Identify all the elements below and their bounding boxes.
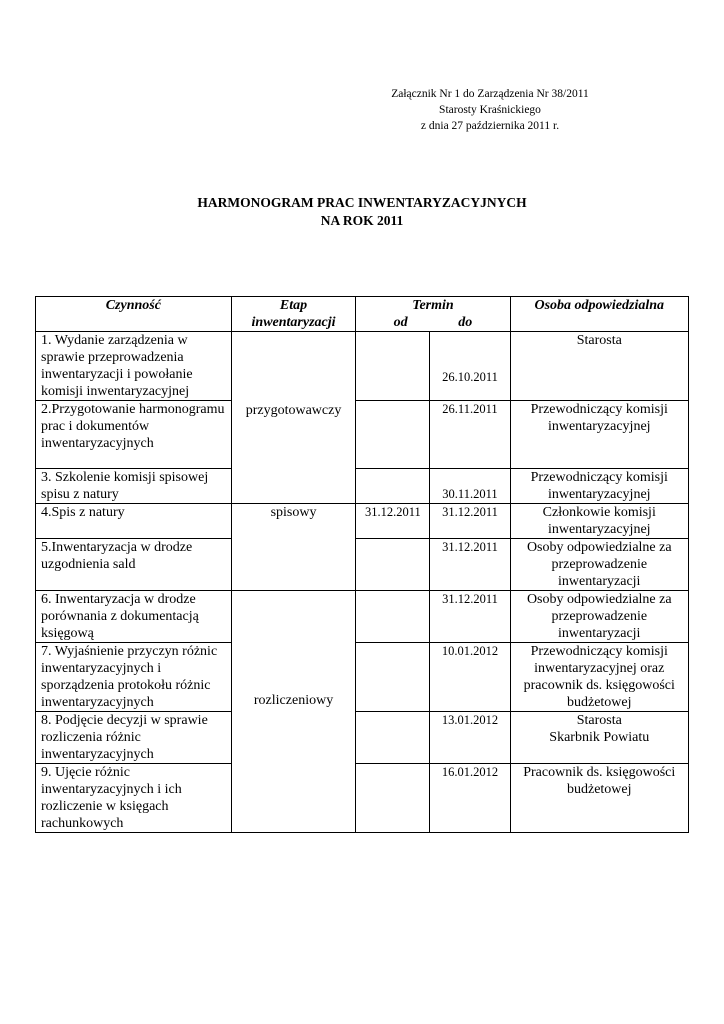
row-person: Przewodniczący komisji inwentaryzacyjnej oraz pracownik ds. księgowości budżetowej bbox=[510, 643, 688, 712]
table-row bbox=[36, 469, 689, 504]
header-term-from: od bbox=[393, 315, 408, 330]
stage-prep: przygotowawczy bbox=[231, 332, 356, 504]
row-date-from bbox=[356, 764, 430, 833]
row-date-from bbox=[356, 332, 430, 401]
row-date-from bbox=[356, 643, 430, 712]
header-row bbox=[36, 297, 689, 332]
annex-line-2: Starosty Kraśnickiego bbox=[439, 104, 541, 116]
row-person: Starosta Skarbnik Powiatu bbox=[510, 712, 688, 764]
row-date-to: 10.01.2012 bbox=[430, 643, 510, 712]
row-activity: 7. Wyjaśnienie przyczyn różnic inwentaryzacyjnych i sporządzenia protokołu różnic inwentaryzacyjnych bbox=[36, 643, 232, 712]
table-row bbox=[36, 332, 689, 401]
row-person: Osoby odpowiedzialne za przeprowadzenie inwentaryzacji bbox=[510, 539, 688, 591]
header-activity: Czynność bbox=[36, 297, 232, 332]
stage-count: spisowy bbox=[231, 504, 356, 591]
row-date-to: 31.12.2011 bbox=[430, 504, 510, 539]
title-line-1: HARMONOGRAM PRAC INWENTARYZACYJNYCH bbox=[197, 195, 527, 210]
row-activity: 9. Ujęcie różnic inwentaryzacyjnych i ich rozliczenie w księgach rachunkowych bbox=[36, 764, 232, 833]
row-person: Członkowie komisji inwentaryzacyjnej bbox=[510, 504, 688, 539]
row-activity: 2.Przygotowanie harmonogramu prac i dokumentów inwentaryzacyjnych bbox=[36, 401, 232, 469]
row-date-from bbox=[356, 469, 430, 504]
table-row bbox=[36, 401, 689, 469]
row-activity: 1. Wydanie zarządzenia w sprawie przeprowadzenia inwentaryzacji i powołanie komisji inwentaryzacyjnej bbox=[36, 332, 232, 401]
table-row bbox=[36, 504, 689, 539]
schedule-table bbox=[35, 296, 689, 833]
header-term-title: Termin bbox=[412, 298, 454, 313]
annex-line-1: Załącznik Nr 1 do Zarządzenia Nr 38/2011 bbox=[391, 88, 589, 100]
row-activity: 8. Podjęcie decyzji w sprawie rozliczenia różnic inwentaryzacyjnych bbox=[36, 712, 232, 764]
row-activity: 6. Inwentaryzacja w drodze porównania z dokumentacją księgową bbox=[36, 591, 232, 643]
table-row bbox=[36, 712, 689, 764]
table-row bbox=[36, 539, 689, 591]
title-line-2: NA ROK 2011 bbox=[320, 213, 404, 228]
row-date-from bbox=[356, 539, 430, 591]
header-stage: Etap inwentaryzacji bbox=[231, 297, 356, 332]
annex-note bbox=[330, 86, 650, 134]
row-date-to: 16.01.2012 bbox=[430, 764, 510, 833]
table-row bbox=[36, 764, 689, 833]
row-activity: 4.Spis z natury bbox=[36, 504, 232, 539]
row-date-from bbox=[356, 712, 430, 764]
annex-line-3: z dnia 27 października 2011 r. bbox=[420, 120, 560, 132]
header-term bbox=[356, 297, 510, 332]
row-activity: 3. Szkolenie komisji spisowej spisu z natury bbox=[36, 469, 232, 504]
header-person: Osoba odpowiedzialna bbox=[510, 297, 688, 332]
row-date-to: 30.11.2011 bbox=[430, 469, 510, 504]
row-date-from bbox=[356, 591, 430, 643]
row-date-to: 13.01.2012 bbox=[430, 712, 510, 764]
table-row bbox=[36, 643, 689, 712]
row-date-from: 31.12.2011 bbox=[356, 504, 430, 539]
stage-settle: rozliczeniowy bbox=[231, 591, 356, 833]
row-person: Starosta bbox=[510, 332, 688, 401]
row-activity: 5.Inwentaryzacja w drodze uzgodnienia sald bbox=[36, 539, 232, 591]
row-date-to: 26.11.2011 bbox=[430, 401, 510, 469]
row-person: Przewodniczący komisji inwentaryzacyjnej bbox=[510, 469, 688, 504]
row-date-to: 31.12.2011 bbox=[430, 591, 510, 643]
document-title bbox=[0, 194, 724, 230]
row-date-to: 31.12.2011 bbox=[430, 539, 510, 591]
row-person: Osoby odpowiedzialne za przeprowadzenie inwentaryzacji bbox=[510, 591, 688, 643]
row-person: Przewodniczący komisji inwentaryzacyjnej bbox=[510, 401, 688, 469]
row-date-to: 26.10.2011 bbox=[430, 332, 510, 401]
table-row bbox=[36, 591, 689, 643]
row-person: Pracownik ds. księgowości budżetowej bbox=[510, 764, 688, 833]
row-date-from bbox=[356, 401, 430, 469]
header-term-to: do bbox=[458, 315, 473, 330]
